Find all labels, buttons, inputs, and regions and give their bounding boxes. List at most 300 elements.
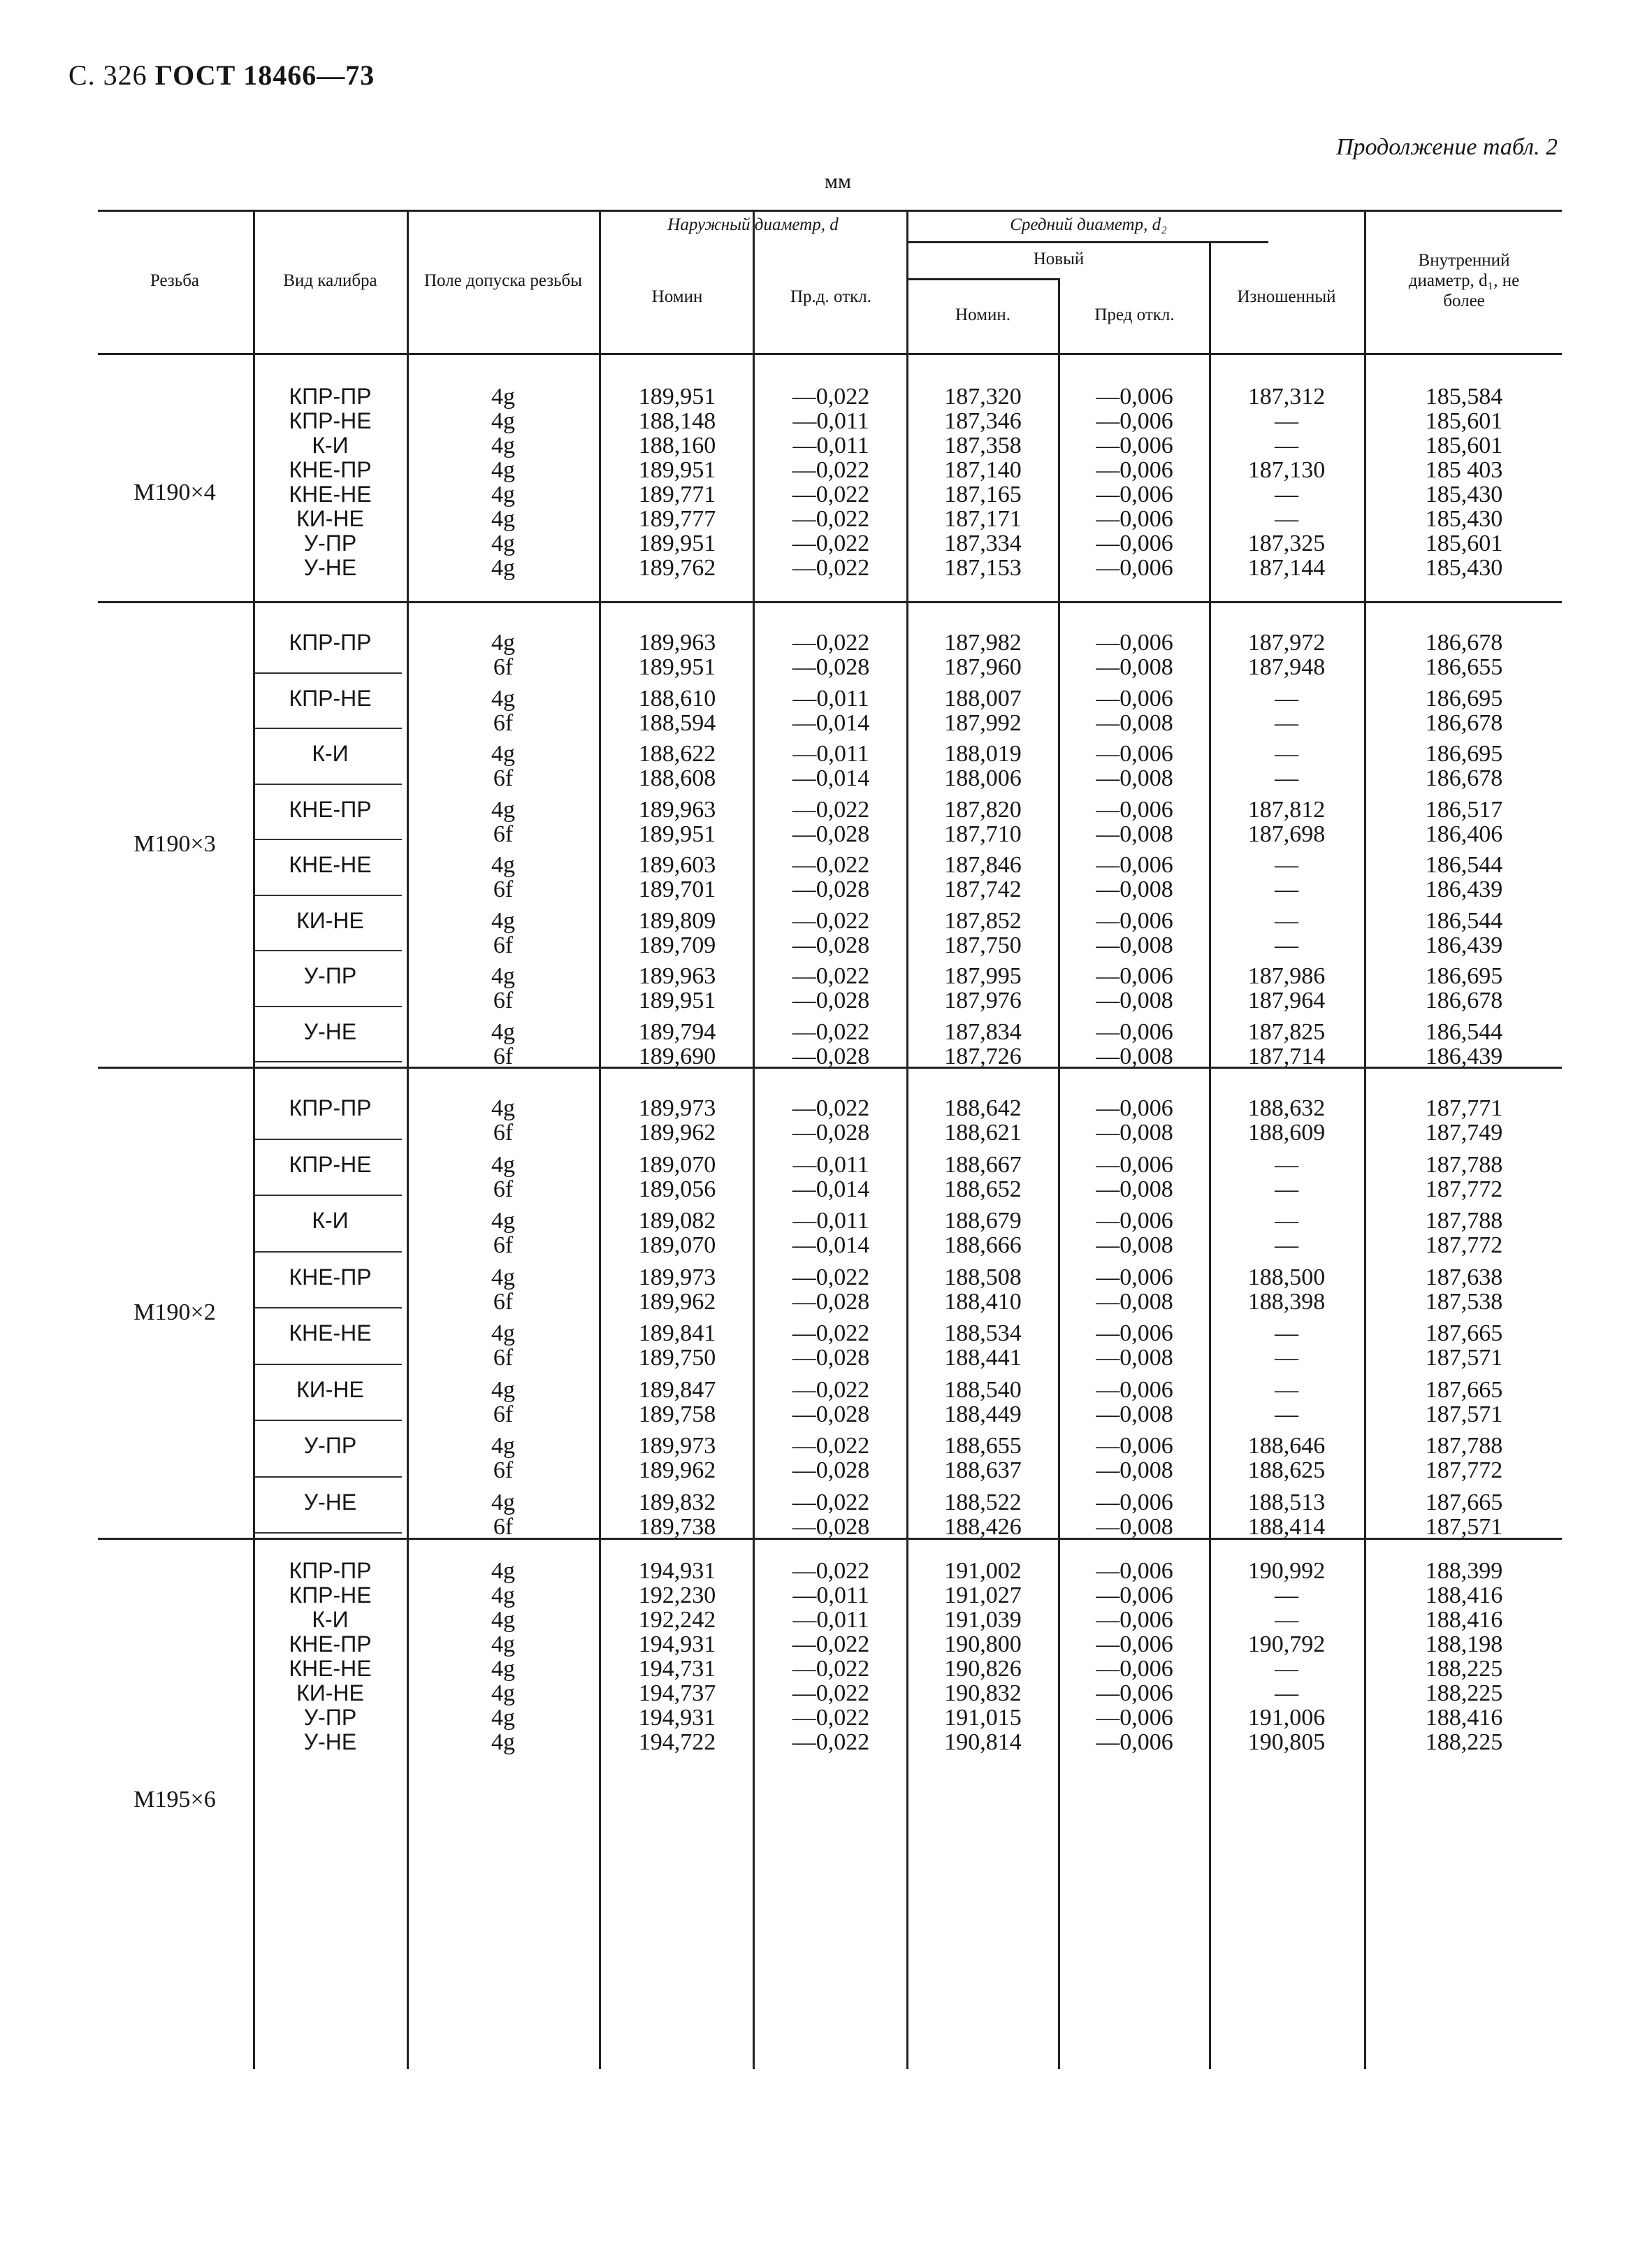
header-mean-diameter: Средний диаметр, d₂ (1010, 215, 1167, 235)
inner-diameter-cell: 185,601 (1425, 408, 1503, 434)
header-thread: Резьба (150, 271, 200, 291)
inner-diameter-cell: 187,571 (1425, 1401, 1503, 1427)
tolerance-cell: 4g (491, 506, 515, 532)
gauge-type-cell: КНЕ-ПР (289, 457, 372, 482)
outer-deviation-cell: —0,022 (792, 457, 870, 483)
gauge-rule (255, 1139, 402, 1140)
worn-cell: — (1275, 482, 1298, 507)
table-row (98, 798, 1562, 822)
gauge-rule (255, 1195, 402, 1196)
outer-deviation-cell: —0,028 (792, 1401, 870, 1427)
table-row (98, 1434, 1562, 1458)
gauge-rule (255, 1364, 402, 1365)
mean-deviation-cell: —0,006 (1096, 1151, 1173, 1178)
mean-deviation-cell: —0,006 (1096, 741, 1173, 767)
table-row (98, 1559, 1562, 1583)
worn-cell: 187,714 (1247, 1043, 1326, 1069)
gauge-type-cell: К-И (312, 1607, 349, 1632)
gauge-rule (255, 1006, 402, 1007)
outer-deviation-cell: —0,028 (792, 1043, 870, 1069)
mean-nominal-cell: 188,410 (944, 1288, 1022, 1315)
outer-nominal-cell: 194,931 (638, 1705, 716, 1731)
inner-diameter-cell: 187,788 (1425, 1208, 1503, 1234)
inner-diameter-cell: 186,406 (1425, 821, 1503, 847)
mean-deviation-cell: —0,008 (1096, 1401, 1173, 1427)
tolerance-cell: 6f (493, 765, 514, 791)
table-row (98, 1632, 1562, 1657)
table-row (98, 877, 1562, 902)
gauge-rule (255, 728, 402, 729)
table-row (98, 507, 1562, 531)
mean-deviation-cell: —0,006 (1096, 1018, 1173, 1045)
inner-diameter-cell: 186,678 (1425, 988, 1503, 1014)
tolerance-cell: 4g (491, 1656, 515, 1682)
outer-deviation-cell: —0,022 (792, 852, 870, 878)
outer-nominal-cell: 189,951 (638, 821, 716, 847)
inner-diameter-cell: 186,678 (1425, 630, 1503, 656)
table-row (98, 933, 1562, 958)
worn-cell: 187,972 (1247, 630, 1326, 656)
inner-diameter-cell: 187,571 (1425, 1513, 1503, 1540)
mean-nominal-cell: 187,346 (944, 408, 1022, 434)
inner-diameter-cell: 186,439 (1425, 1043, 1503, 1069)
worn-cell: 188,625 (1247, 1457, 1326, 1483)
mean-deviation-cell: —0,006 (1096, 1582, 1173, 1608)
gauge-type-cell: КПР-НЕ (289, 685, 372, 711)
header-new: Новый (1033, 250, 1085, 269)
mean-nominal-cell: 188,019 (944, 741, 1022, 767)
inner-diameter-cell: 186,678 (1425, 709, 1503, 736)
outer-deviation-cell: —0,028 (792, 988, 870, 1014)
mean-deviation-cell: —0,008 (1096, 709, 1173, 736)
outer-deviation-cell: —0,022 (792, 555, 870, 581)
tolerance-cell: 6f (493, 1457, 514, 1483)
gauge-type-cell: У-НЕ (303, 1729, 357, 1754)
outer-nominal-cell: 189,603 (638, 852, 716, 878)
gauge-type-cell: К-И (312, 1208, 349, 1233)
group-rule (98, 1538, 1562, 1540)
mean-nominal-cell: 188,441 (944, 1345, 1022, 1371)
tolerance-cell: 6f (493, 709, 514, 736)
gauge-rule (255, 950, 402, 951)
gauge-type-cell: У-НЕ (303, 1489, 357, 1515)
thread-label: М195×6 (133, 1787, 216, 1812)
mean-nominal-cell: 188,426 (944, 1513, 1022, 1540)
inner-diameter-cell: 185,584 (1425, 384, 1503, 410)
mean-deviation-cell: —0,006 (1096, 384, 1173, 410)
mean-deviation-cell: —0,008 (1096, 877, 1173, 902)
tolerance-cell: 4g (491, 907, 515, 934)
inner-diameter-cell: 187,638 (1425, 1264, 1503, 1290)
table-row (98, 711, 1562, 735)
mean-deviation-cell: —0,006 (1096, 907, 1173, 934)
mean-deviation-cell: —0,006 (1096, 1264, 1173, 1290)
mean-nominal-cell: 188,007 (944, 685, 1022, 712)
mean-nominal-cell: 187,358 (944, 433, 1022, 459)
table-row (98, 1209, 1562, 1233)
group-rule (98, 1067, 1562, 1069)
worn-cell: — (1275, 1176, 1298, 1202)
inner-diameter-cell: 186,517 (1425, 796, 1503, 823)
outer-deviation-cell: —0,022 (792, 1264, 870, 1290)
header-worn: Изношенный (1237, 287, 1336, 306)
outer-nominal-cell: 189,709 (638, 932, 716, 958)
mean-nominal-cell: 188,522 (944, 1489, 1022, 1515)
gauge-type-cell: КПР-НЕ (289, 408, 372, 433)
tolerance-cell: 6f (493, 1176, 514, 1202)
table-continuation-caption: Продолжение табл. 2 (1335, 134, 1558, 160)
gauge-rule (255, 1420, 402, 1421)
outer-nominal-cell: 194,731 (638, 1656, 716, 1682)
table-row (98, 1020, 1562, 1044)
table-row (98, 1044, 1562, 1069)
outer-deviation-cell: —0,028 (792, 1457, 870, 1483)
tolerance-cell: 6f (493, 1513, 514, 1540)
outer-deviation-cell: —0,011 (792, 741, 869, 767)
outer-deviation-cell: —0,022 (792, 1680, 870, 1706)
tolerance-cell: 4g (491, 408, 515, 434)
mean-nominal-cell: 187,334 (944, 531, 1022, 556)
header-mean-nominal: Номин. (955, 305, 1010, 325)
gauge-type-cell: КНЕ-ПР (289, 1264, 372, 1290)
worn-cell: — (1275, 1607, 1298, 1633)
worn-cell: 188,414 (1247, 1513, 1326, 1540)
inner-diameter-cell: 187,772 (1425, 1232, 1503, 1258)
tolerance-cell: 4g (491, 1558, 515, 1584)
mean-nominal-cell: 187,834 (944, 1018, 1022, 1045)
mean-deviation-cell: —0,006 (1096, 796, 1173, 823)
mean-nominal-cell: 187,742 (944, 877, 1022, 902)
outer-nominal-cell: 194,722 (638, 1729, 716, 1755)
worn-cell: — (1275, 765, 1298, 791)
table-row (98, 1177, 1562, 1202)
worn-cell: — (1275, 852, 1298, 878)
outer-nominal-cell: 189,847 (638, 1376, 716, 1403)
outer-deviation-cell: —0,028 (792, 1345, 870, 1371)
outer-nominal-cell: 189,951 (638, 384, 716, 410)
tolerance-cell: 4g (491, 852, 515, 878)
outer-nominal-cell: 189,951 (638, 531, 716, 556)
inner-diameter-cell: 186,695 (1425, 741, 1503, 767)
outer-nominal-cell: 194,931 (638, 1631, 716, 1657)
outer-nominal-cell: 189,841 (638, 1320, 716, 1346)
outer-nominal-cell: 189,963 (638, 963, 716, 989)
gauge-type-cell: У-ПР (303, 1433, 357, 1458)
tolerance-cell: 6f (493, 1232, 514, 1258)
mean-deviation-cell: —0,008 (1096, 932, 1173, 958)
header-gauge-type: Вид калибра (283, 271, 377, 291)
outer-nominal-cell: 188,610 (638, 685, 716, 712)
table-row (98, 1120, 1562, 1145)
outer-nominal-cell: 189,951 (638, 988, 716, 1014)
mean-nominal-cell: 188,679 (944, 1208, 1022, 1234)
worn-cell: — (1275, 1582, 1298, 1608)
mean-deviation-cell: —0,006 (1096, 1558, 1173, 1584)
worn-cell: — (1275, 685, 1298, 712)
inner-diameter-cell: 186,544 (1425, 852, 1503, 878)
table-row (98, 1583, 1562, 1608)
header-outer-deviation: Пр.д. откл. (790, 287, 871, 306)
header-mean-deviation: Пред откл. (1094, 305, 1175, 325)
worn-cell: 190,805 (1247, 1729, 1326, 1755)
gauge-rule (255, 1251, 402, 1253)
outer-deviation-cell: —0,022 (792, 1631, 870, 1657)
mean-nominal-cell: 188,449 (944, 1401, 1022, 1427)
mean-deviation-cell: —0,006 (1096, 1729, 1173, 1755)
outer-nominal-cell: 189,962 (638, 1120, 716, 1146)
gauge-rule (255, 1307, 402, 1308)
worn-cell: — (1275, 1320, 1298, 1346)
outer-nominal-cell: 189,758 (638, 1401, 716, 1427)
tolerance-cell: 4g (491, 1018, 515, 1045)
mean-deviation-cell: —0,006 (1096, 1376, 1173, 1403)
table-row (98, 909, 1562, 933)
table-row (98, 409, 1562, 433)
inner-diameter-cell: 185,430 (1425, 555, 1503, 581)
table-row (98, 1321, 1562, 1346)
tolerance-cell: 4g (491, 685, 515, 712)
inner-diameter-cell: 187,771 (1425, 1095, 1503, 1121)
tolerance-cell: 4g (491, 741, 515, 767)
outer-deviation-cell: —0,022 (792, 1729, 870, 1755)
mean-nominal-cell: 188,652 (944, 1176, 1022, 1202)
mean-nominal-cell: 190,814 (944, 1729, 1022, 1755)
mean-nominal-cell: 187,820 (944, 796, 1022, 823)
worn-cell: 188,500 (1247, 1264, 1326, 1290)
page-header (68, 59, 375, 92)
outer-nominal-cell: 189,951 (638, 457, 716, 483)
worn-cell: — (1275, 1680, 1298, 1706)
tolerance-cell: 4g (491, 482, 515, 507)
tolerance-cell: 4g (491, 1680, 515, 1706)
mean-deviation-cell: —0,008 (1096, 654, 1173, 680)
mean-nominal-cell: 187,710 (944, 821, 1022, 847)
gauge-rule (255, 672, 402, 674)
outer-deviation-cell: —0,011 (792, 1582, 869, 1608)
outer-nominal-cell: 189,738 (638, 1513, 716, 1540)
outer-deviation-cell: —0,022 (792, 1489, 870, 1515)
outer-nominal-cell: 189,832 (638, 1489, 716, 1515)
table-row (98, 630, 1562, 655)
inner-diameter-cell: 186,678 (1425, 765, 1503, 791)
tolerance-cell: 4g (491, 1264, 515, 1290)
mean-deviation-cell: —0,006 (1096, 1705, 1173, 1731)
outer-nominal-cell: 189,951 (638, 654, 716, 680)
table-row (98, 1681, 1562, 1705)
mean-deviation-cell: —0,008 (1096, 1176, 1173, 1202)
outer-deviation-cell: —0,022 (792, 531, 870, 556)
table-row (98, 742, 1562, 766)
gauge-type-cell: КПР-ПР (289, 384, 372, 409)
worn-cell: — (1275, 1401, 1298, 1427)
inner-diameter-cell: 188,416 (1425, 1582, 1503, 1608)
outer-nominal-cell: 189,963 (638, 796, 716, 823)
outer-nominal-cell: 189,762 (638, 555, 716, 581)
table-row (98, 1657, 1562, 1681)
mean-deviation-cell: —0,008 (1096, 1043, 1173, 1069)
worn-cell: — (1275, 506, 1298, 532)
inner-diameter-cell: 187,772 (1425, 1457, 1503, 1483)
mean-nominal-cell: 188,621 (944, 1120, 1022, 1146)
worn-cell: 188,632 (1247, 1095, 1326, 1121)
tolerance-cell: 6f (493, 1288, 514, 1315)
tolerance-cell: 6f (493, 654, 514, 680)
inner-diameter-cell: 185,601 (1425, 531, 1503, 556)
mean-deviation-cell: —0,006 (1096, 482, 1173, 507)
gauge-type-cell: КПР-ПР (289, 630, 372, 655)
mean-nominal-cell: 188,534 (944, 1320, 1022, 1346)
tolerance-cell: 4g (491, 796, 515, 823)
tolerance-cell: 4g (491, 531, 515, 556)
outer-deviation-cell: —0,022 (792, 1656, 870, 1682)
outer-nominal-cell: 189,809 (638, 907, 716, 934)
outer-nominal-cell: 188,148 (638, 408, 716, 434)
table-row (98, 1378, 1562, 1402)
worn-cell: 187,130 (1247, 457, 1326, 483)
worn-cell: — (1275, 433, 1298, 459)
gauge-type-cell: КПР-ПР (289, 1558, 372, 1583)
tolerance-cell: 4g (491, 1433, 515, 1459)
mean-deviation-cell: —0,008 (1096, 821, 1173, 847)
tolerance-cell: 6f (493, 1120, 514, 1146)
worn-cell: 187,312 (1247, 384, 1326, 410)
worn-cell: — (1275, 1376, 1298, 1403)
outer-deviation-cell: —0,022 (792, 1705, 870, 1731)
gauge-rule (255, 895, 402, 896)
outer-nominal-cell: 189,701 (638, 877, 716, 902)
outer-nominal-cell: 189,777 (638, 506, 716, 532)
inner-diameter-cell: 187,788 (1425, 1433, 1503, 1459)
mean-deviation-cell: —0,006 (1096, 1208, 1173, 1234)
standard-number: ГОСТ 18466—73 (154, 59, 375, 91)
worn-cell: 187,698 (1247, 821, 1326, 847)
table-row (98, 479, 1562, 507)
outer-nominal-cell: 188,608 (638, 765, 716, 791)
inner-diameter-cell: 187,538 (1425, 1288, 1503, 1315)
outer-nominal-cell: 189,794 (638, 1018, 716, 1045)
gauge-type-cell: КНЕ-НЕ (289, 1656, 372, 1681)
tolerance-cell: 4g (491, 1151, 515, 1178)
worn-cell: 188,609 (1247, 1120, 1326, 1146)
mean-nominal-cell: 187,995 (944, 963, 1022, 989)
tolerance-cell: 6f (493, 932, 514, 958)
tolerance-cell: 4g (491, 1489, 515, 1515)
table-row (98, 384, 1562, 409)
mean-deviation-cell: —0,006 (1096, 433, 1173, 459)
gauge-type-cell: КИ-НЕ (296, 506, 364, 531)
outer-deviation-cell: —0,022 (792, 1018, 870, 1045)
outer-deviation-cell: —0,022 (792, 907, 870, 934)
outer-deviation-cell: —0,011 (792, 433, 869, 459)
inner-diameter-cell: 187,788 (1425, 1151, 1503, 1178)
outer-nominal-cell: 189,962 (638, 1288, 716, 1315)
inner-diameter-cell: 188,399 (1425, 1558, 1503, 1584)
mean-nominal-cell: 187,982 (944, 630, 1022, 656)
mean-nominal-cell: 191,015 (944, 1705, 1022, 1731)
worn-cell: 187,144 (1247, 555, 1326, 581)
outer-deviation-cell: —0,028 (792, 1120, 870, 1146)
table-row (98, 1233, 1562, 1257)
outer-deviation-cell: —0,022 (792, 1320, 870, 1346)
gauge-rule (255, 784, 402, 785)
tolerance-cell: 6f (493, 877, 514, 902)
outer-deviation-cell: —0,028 (792, 932, 870, 958)
mean-deviation-cell: —0,006 (1096, 852, 1173, 878)
outer-deviation-cell: —0,022 (792, 963, 870, 989)
outer-deviation-cell: —0,028 (792, 877, 870, 902)
tolerance-cell: 4g (491, 433, 515, 459)
mean-nominal-cell: 187,960 (944, 654, 1022, 680)
table-row (98, 1730, 1562, 1754)
table-row (98, 1402, 1562, 1427)
inner-diameter-cell: 188,416 (1425, 1607, 1503, 1633)
outer-deviation-cell: —0,022 (792, 796, 870, 823)
outer-deviation-cell: —0,022 (792, 1095, 870, 1121)
mean-deviation-cell: —0,008 (1096, 1120, 1173, 1146)
mean-nominal-cell: 188,642 (944, 1095, 1022, 1121)
gauge-rule (255, 1061, 402, 1062)
gauge-type-cell: У-ПР (303, 531, 357, 556)
tolerance-cell: 6f (493, 1043, 514, 1069)
worn-cell: — (1275, 709, 1298, 736)
mean-nominal-cell: 187,846 (944, 852, 1022, 878)
header-bottom-rule (98, 353, 1562, 355)
gauge-type-cell: У-НЕ (303, 1018, 357, 1044)
mean-nominal-cell: 187,140 (944, 457, 1022, 483)
tolerance-cell: 4g (491, 457, 515, 483)
mean-deviation-cell: —0,008 (1096, 1232, 1173, 1258)
tolerance-cell: 4g (491, 1376, 515, 1403)
outer-nominal-cell: 189,771 (638, 482, 716, 507)
table-row (98, 556, 1562, 580)
inner-diameter-cell: 185 403 (1425, 457, 1503, 483)
table-row (98, 655, 1562, 679)
outer-deviation-cell: —0,011 (792, 685, 869, 712)
inner-diameter-cell: 187,665 (1425, 1489, 1503, 1515)
gauge-rule (255, 1532, 402, 1534)
units-label: мм (825, 170, 851, 193)
mean-nominal-cell: 190,826 (944, 1656, 1022, 1682)
inner-diameter-cell: 185,430 (1425, 506, 1503, 532)
header-tolerance-field: Поле допуска резьбы (423, 271, 583, 291)
gauge-rule (255, 1476, 402, 1478)
table-row (98, 766, 1562, 791)
mean-deviation-cell: —0,006 (1096, 1320, 1173, 1346)
mean-deviation-cell: —0,006 (1096, 1489, 1173, 1515)
outer-deviation-cell: —0,022 (792, 1376, 870, 1403)
mean-deviation-cell: —0,006 (1096, 457, 1173, 483)
mean-deviation-cell: —0,008 (1096, 1457, 1173, 1483)
tolerance-table (98, 210, 1562, 2069)
gauge-type-cell: КИ-НЕ (296, 1376, 364, 1402)
mean-nominal-cell: 187,852 (944, 907, 1022, 934)
outer-nominal-cell: 189,070 (638, 1151, 716, 1178)
gauge-type-cell: КНЕ-НЕ (289, 1320, 372, 1346)
mean-nominal-cell: 187,726 (944, 1043, 1022, 1069)
worn-cell: 187,986 (1247, 963, 1326, 989)
outer-nominal-cell: 188,160 (638, 433, 716, 459)
inner-diameter-cell: 186,695 (1425, 963, 1503, 989)
mean-nominal-cell: 187,750 (944, 932, 1022, 958)
mean-deviation-cell: —0,006 (1096, 531, 1173, 556)
tolerance-cell: 4g (491, 1705, 515, 1731)
gauge-type-cell: КНЕ-ПР (289, 796, 372, 822)
worn-cell: — (1275, 1208, 1298, 1234)
inner-diameter-cell: 188,225 (1425, 1656, 1503, 1682)
outer-nominal-cell: 189,973 (638, 1433, 716, 1459)
gauge-type-cell: К-И (312, 741, 349, 766)
mean-nominal-cell: 187,165 (944, 482, 1022, 507)
